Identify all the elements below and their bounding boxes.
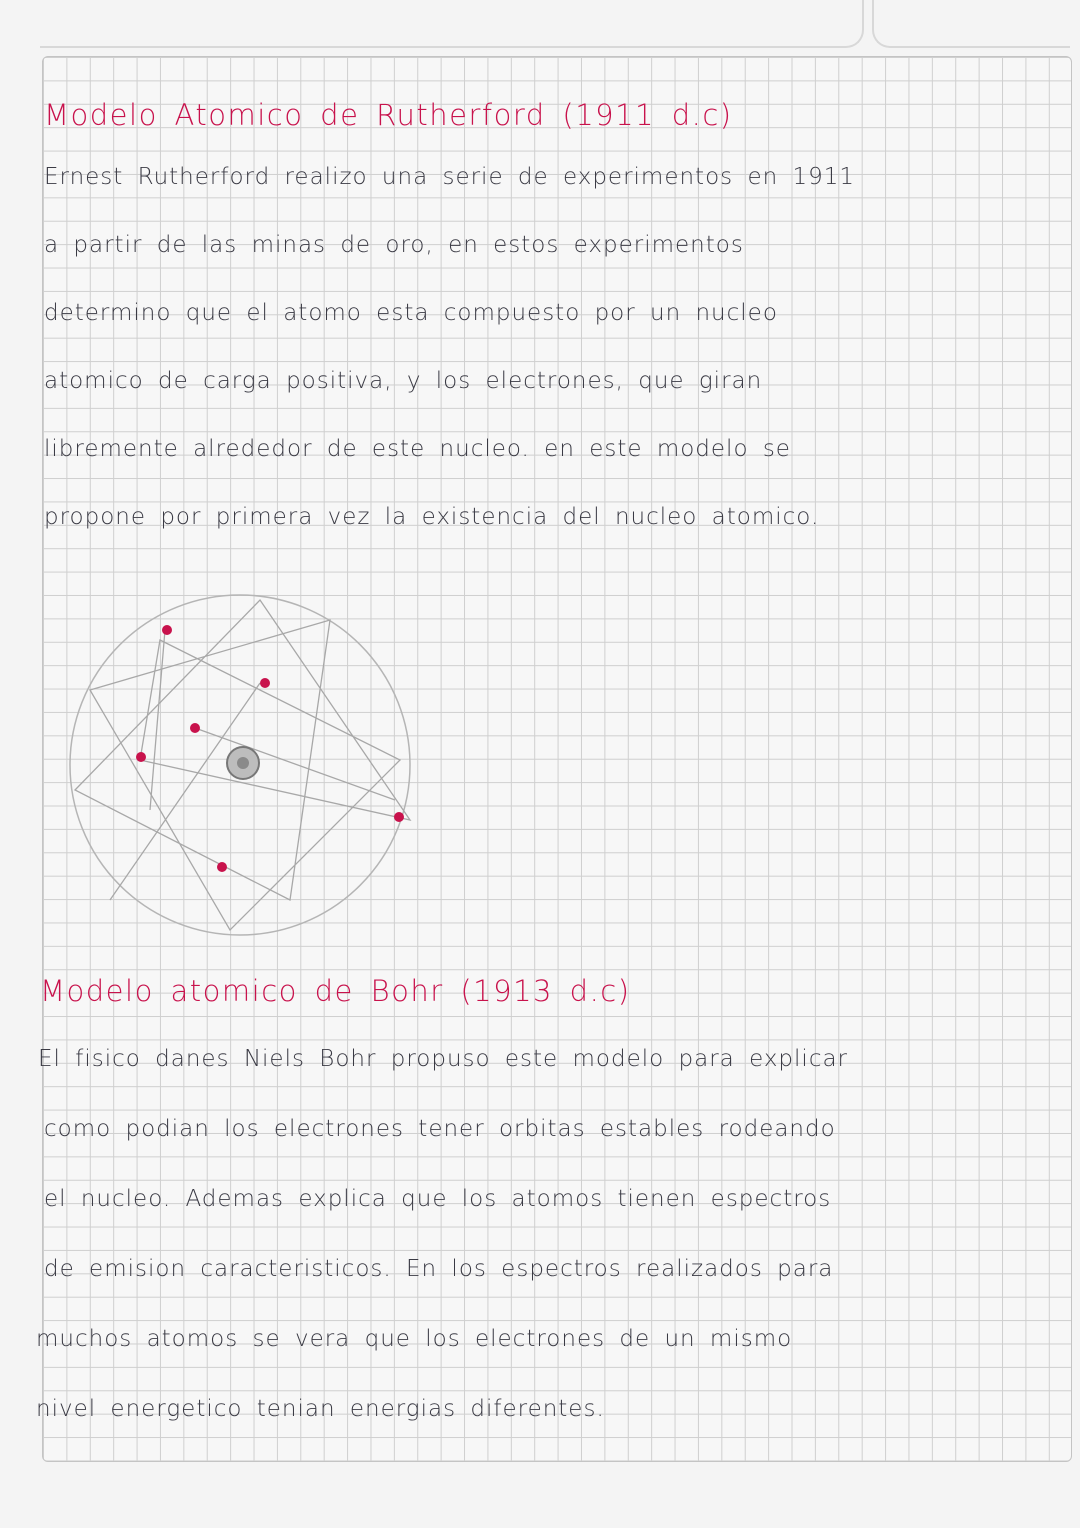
text-line: de emision caracteristicos. En los espectros realizados para (44, 1256, 834, 1282)
text-line: El fisico danes Niels Bohr propuso este modelo para explicar (38, 1046, 849, 1072)
electron (260, 678, 270, 688)
electrons (136, 625, 404, 872)
electron (217, 862, 227, 872)
section-title-rutherford: Modelo Atomico de Rutherford (1911 d.c) (44, 98, 733, 132)
text-line: determino que el atomo esta compuesto por un nucleo (44, 300, 778, 326)
electron (190, 723, 200, 733)
rutherford-atom-diagram (60, 580, 440, 940)
text-line: a partir de las minas de oro, en estos experimentos (44, 232, 744, 258)
electron (136, 752, 146, 762)
text-line: nivel energetico tenian energias diferentes. (36, 1396, 605, 1422)
section-title-bohr: Modelo atomico de Bohr (1913 d.c) (40, 974, 631, 1008)
text-line: atomico de carga positiva, y los electrones, que giran (44, 368, 763, 394)
text-line: el nucleo. Ademas explica que los atomos tienen espectros (44, 1186, 832, 1212)
electron (162, 625, 172, 635)
text-line: libremente alrededor de este nucleo. en este modelo se (44, 436, 791, 462)
notebook-top-strip (40, 0, 1070, 52)
text-line: como podian los electrones tener orbitas estables rodeando (44, 1116, 836, 1142)
text-line: propone por primera vez la existencia del nucleo atomico. (44, 504, 820, 530)
electron (394, 812, 404, 822)
text-line: muchos atomos se vera que los electrones de un mismo (36, 1326, 793, 1352)
text-line: Ernest Rutherford realizo una serie de experimentos en 1911 (44, 164, 856, 190)
